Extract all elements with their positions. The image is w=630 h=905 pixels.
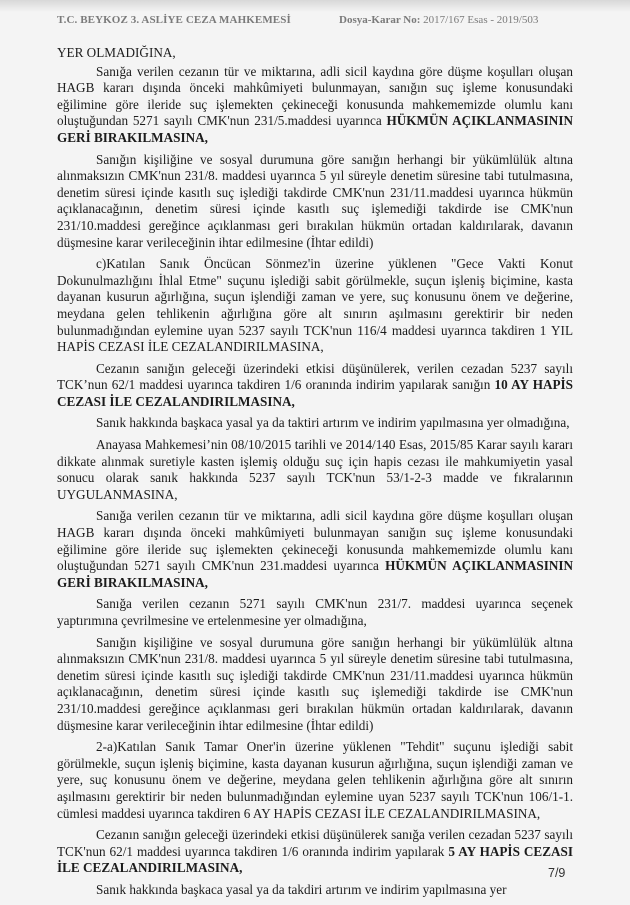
paragraph: YER OLMADIĞINA, [57, 45, 176, 60]
paragraph: Cezanın sanığın geleceği üzerindeki etkisi düşünülerek sanığa verilen cezadan 5237 sayılı TCK'nun 62/1 maddesi uyarınca takdiren 1/6 oranında indirim yapılarak 5 AY HAPİS CEZASI İLE CEZALANDIRILMASINA, [57, 827, 574, 876]
paragraph: Sanığa verilen cezanın 5271 sayılı CMK'nun 231/7. maddesi uyarınca seçenek yaptırımına çevrilmesine ve ertelenmesine yer olmadığına, [57, 596, 573, 628]
paragraph: Anayasa Mahkemesi’nin 08/10/2015 tarihli ve 2014/140 Esas, 2015/85 Karar sayılı kararı dikkate alınmak suretiyle kasten işlemiş olduğu suç için hapis cezası ile mahkumiyetin yasal sonucu olarak sanık hakkında 5237 sayılı TCK'nun 53/1-2-3 madde ve fıkralarının UYGULANMASINA, [57, 437, 573, 502]
scan-edge-shadow [0, 0, 630, 12]
verdict-emphasis: HÜKMÜN AÇIKLANMASININ GERİ BIRAKILMASINA, [57, 558, 574, 590]
paragraph: Sanığın kişiliğine ve sosyal durumuna göre sanığın herhangi bir yükümlülük altına alınmaksızın CMK'nun 231/8. maddesi uyarınca 5 yıl süreyle denetim süresine tabi tutulmasına, denetim süresi içinde kasıtlı suç işlediği takdirde CMK'nun 231/11.maddesi uyarınca hükmün açıklanacağının, denetim süresi içinde kasıtlı suç işlemediği takdirde ise CMK'nun 231/10.maddesi gereğince açıklanması geri bırakılan hükmün ortadan kaldırılarak, davanın düşmesine karar verileceğinin ihtar edilmesine (İhtar edildi) [57, 634, 573, 733]
paragraph: Sanık hakkında başkaca yasal ya da taktiri artırım ve indirim yapılmasına yer olmadığına, [96, 415, 570, 431]
paragraph: 2-a)Katılan Sanık Tamar Oner'in üzerine yüklenen "Tehdit" suçunu işlediği sabit görülmekle, suçun işleniş biçimine, kasta dayanan kusurun ağırlığına, suçun işlendiği zaman ve yere, suç konusunu önem ve değerine, meydana gelen tehlikenin ağırlığına göre alt sınırın aşılmasını gerektirir bir neden bulunmadığından eylemine uyan 5237 sayılı TCK'nun 106/1-1. cümlesi maddesi uyarınca takdiren 6 AY HAPİS CEZASI İLE CEZALANDIRILMASINA, [57, 739, 573, 821]
paragraph: Sanığın kişiliğine ve sosyal durumuna göre sanığın herhangi bir yükümlülük altına alınmaksızın CMK'nun 231/8. maddesi uyarınca 5 yıl süreyle denetim süresine tabi tutulmasına, denetim süresi içinde kasıtlı suç işlediği takdirde CMK'nun 231/11.maddesi uyarınca hükmün açıklanacağının, denetim süresi içinde kasıtlı suç işlemediği takdirde ise CMK'nun 231/10.maddesi gereğince açıklanması geri bırakılan hükmün ortadan kaldırılarak, davanın düşmesine karar verileceğinin ihtar edilmesine (İhtar edildi) [57, 151, 573, 250]
paragraph: Sanık hakkında başkaca yasal ya da takdiri artırım ve indirim yapılmasına yer [96, 881, 507, 897]
paragraph: Cezanın sanığın geleceği üzerindeki etkisi düşünülerek, verilen cezadan 5237 sayılı TCK’nun 62/1 maddesi uyarınca takdiren 1/6 oranında indirim yapılarak sanığın 10 AY HAPİS CEZASI İLE CEZALANDIRILMASINA, [57, 360, 574, 409]
verdict-emphasis: 5 AY HAPİS CEZASI İLE CEZALANDIRILMASINA, [57, 843, 574, 876]
verdict-emphasis: 10 AY HAPİS CEZASI İLE CEZALANDIRILMASINA, [57, 377, 574, 409]
verdict-emphasis: HÜKMÜN AÇIKLANMASININ GERİ BIRAKILMASINA, [57, 113, 573, 145]
page-number: 7/9 [548, 866, 566, 880]
paragraph: Sanığa verilen cezanın tür ve miktarına, adli sicil kaydına göre düşme koşulları oluşan HAGB kararı dışında önceki mahkûmiyeti bulunmayan sanığın suç işleme konusundaki eğilimine göre ileride suç işlemekten çekineceği konusunda mahkememizde olumlu kanı oluştuğundan 5271 sayılı CMK'nun 231.maddesi uyarınca HÜKMÜN AÇIKLANMASININ GERİ BIRAKILMASINA, [57, 508, 574, 590]
file-number [339, 14, 538, 26]
court-name: T.C. BEYKOZ 3. ASLİYE CEZA MAHKEMESİ [57, 14, 291, 26]
file-number-value: 2017/167 Esas - 2019/503 [423, 14, 539, 26]
paragraph: c)Katılan Sanık Öncücan Sönmez'in üzerine yüklenen "Gece Vakti Konut Dokunulmazlığını İhlal Etme" suçunu işlediği sabit görülmekle, suçun işleniş biçimine, kasta dayanan kusurun ağırlığına, suçun işlendiği zaman ve yere, suç konusunu önem ve değerine, meydana gelen tehlikenin ağırlığına göre alt sınırın aşılmasını gerektirir bir neden bulunmadığından eylemine uyan 5237 sayılı TCK'nun 116/4 maddesi uyarınca takdiren 1 YIL HAPİS CEZASI İLE CEZALANDIRILMASINA, [57, 256, 573, 355]
document-body [57, 45, 573, 904]
paragraph: Sanığa verilen cezanın tür ve miktarına, adli sicil kaydına göre düşme koşulları oluşan HAGB kararı dışında önceki mahkûmiyeti bulunmayan, sanığın suç işleme konusundaki eğilimine göre ileride suç işlemekten çekineceği konusunda mahkememizde olumlu kanı oluştuğundan 5271 sayılı CMK'nun 231/5.maddesi uyarınca HÜKMÜN AÇIKLANMASININ GERİ BIRAKILMASINA, [57, 63, 573, 145]
file-number-label: Dosya-Karar No: [339, 14, 421, 26]
